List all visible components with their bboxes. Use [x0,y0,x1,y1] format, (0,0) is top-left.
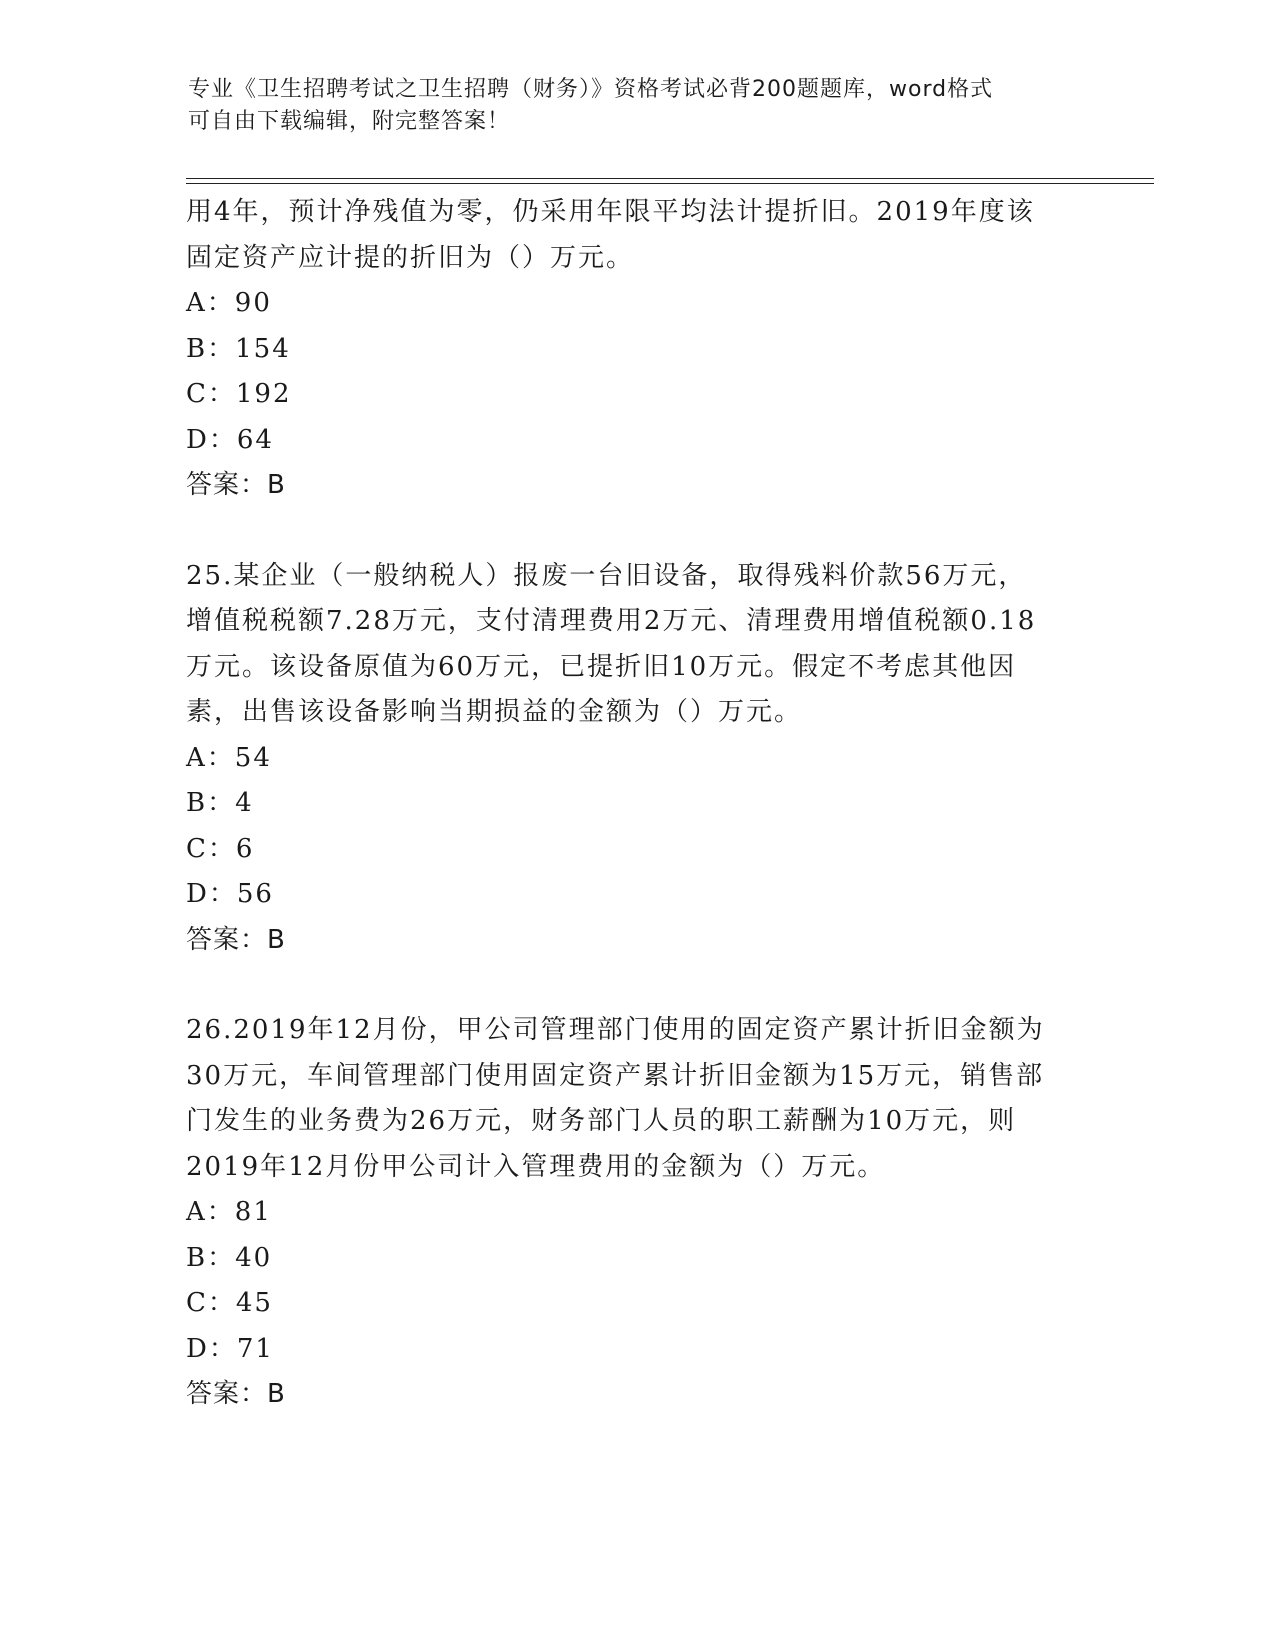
option-a: A：81 [186,1197,272,1227]
option-b: B：154 [186,333,291,364]
option-d: D：64 [186,424,274,455]
question-26 [186,1008,1086,1418]
question-stem-line: 26.2019年12月份，甲公司管理部门使用的固定资产累计折旧金额为 [186,1015,1045,1045]
question-stem-line: 25.某企业（一般纳税人）报废一台旧设备，取得残料价款56万元， [186,560,1027,591]
question-stem-line: 万元。该设备原值为60万元，已提折旧10万元。假定不考虑其他因 [186,651,1017,682]
answer-line: 答案：B [186,1379,286,1409]
answer-line: 答案：B [186,924,286,955]
option-c: C：45 [186,1288,273,1318]
option-c: C：192 [186,379,292,409]
question-stem-line: 2019年12月份甲公司计入管理费用的金额为（）万元。 [186,1151,886,1182]
spacer [186,963,1086,1008]
document-body [186,190,1086,1418]
option-b: B：4 [186,788,254,818]
option-b: B：40 [186,1242,273,1273]
option-a: A：54 [186,742,272,773]
question-stem-line: 固定资产应计提的折旧为（）万元。 [186,242,635,273]
header-double-rule [186,178,1154,184]
header-title-line-2: 可自由下载编辑，附完整答案！ [188,109,511,134]
document-header [188,74,1078,138]
option-a: A：90 [186,288,272,318]
question-stem-line: 30万元，车间管理部门使用固定资产累计折旧金额为15万元，销售部 [186,1060,1045,1091]
spacer [186,509,1086,554]
question-stem-line: 素，出售该设备影响当期损益的金额为（）万元。 [186,697,803,727]
question-25 [186,554,1086,964]
option-c: C：6 [186,833,255,864]
question-stem-line: 增值税税额7.28万元，支付清理费用2万元、清理费用增值税额0.18 [186,606,1037,636]
question-stem-line: 用4年，预计净残值为零，仍采用年限平均法计提折旧。2019年度该 [186,197,1035,227]
answer-line: 答案：B [186,470,286,500]
option-d: D：56 [186,879,274,909]
option-d: D：71 [186,1333,274,1364]
header-title-line-1: 专业《卫生招聘考试之卫生招聘（财务）》资格考试必背200题题库，word格式 [188,77,994,102]
question-24-continued [186,190,1086,509]
question-stem-line: 门发生的业务费为26万元，财务部门人员的职工薪酬为10万元，则 [186,1106,1017,1136]
